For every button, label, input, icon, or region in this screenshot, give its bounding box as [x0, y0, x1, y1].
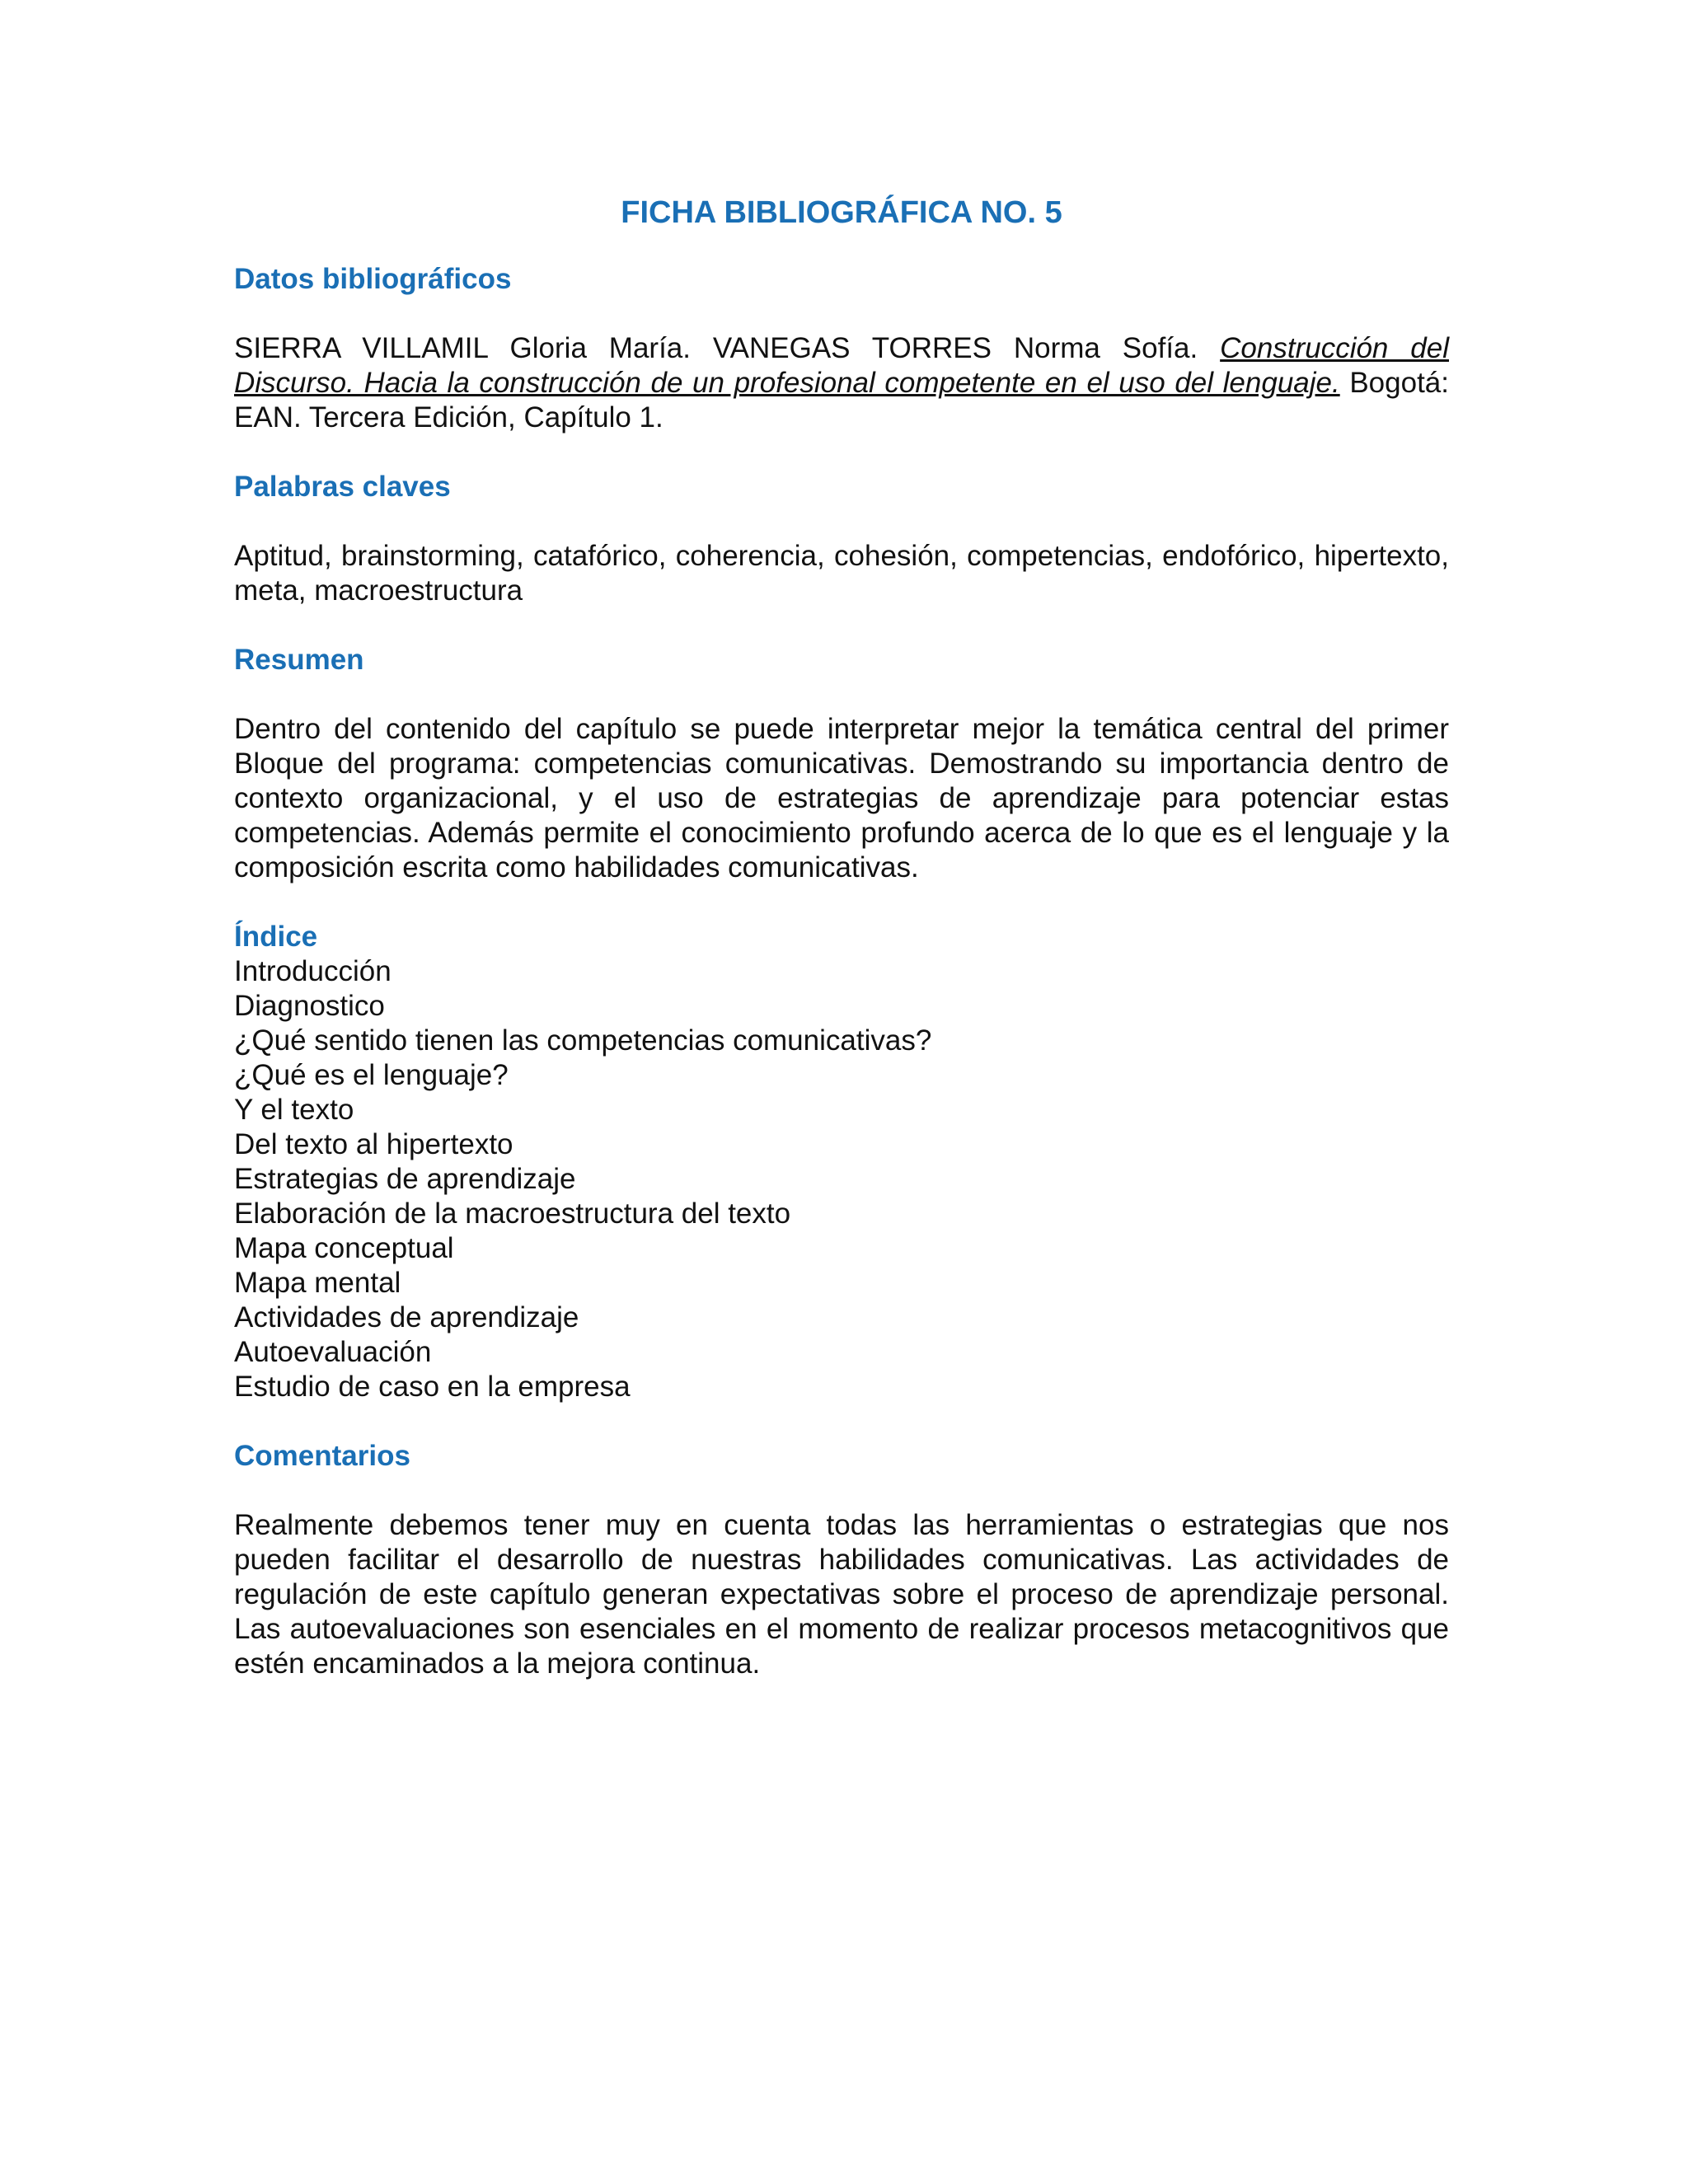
index-list — [234, 954, 1449, 1404]
reference-publication: Bogotá: EAN. Tercera Edición, Capítulo 1. — [234, 367, 1449, 434]
index-item: Del texto al hipertexto — [234, 1128, 513, 1160]
section-heading-comentarios: Comentarios — [234, 1440, 410, 1472]
index-item: Mapa mental — [234, 1267, 401, 1299]
reference-authors: SIERRA VILLAMIL Gloria María. VANEGAS TORRES Norma Sofía. — [234, 332, 1198, 364]
index-item: Actividades de aprendizaje — [234, 1301, 579, 1333]
index-item: Mapa conceptual — [234, 1232, 454, 1264]
document-title: FICHA BIBLIOGRÁFICA NO. 5 — [621, 195, 1062, 230]
section-comentarios — [234, 1439, 1449, 1681]
section-heading-palabras: Palabras claves — [234, 471, 451, 503]
index-item: Introducción — [234, 955, 392, 987]
index-item: ¿Qué es el lenguaje? — [234, 1059, 509, 1091]
index-item: Estrategias de aprendizaje — [234, 1163, 576, 1195]
section-palabras-claves — [234, 470, 1449, 608]
reference-work-title: Construcción del Discurso. Hacia la construcción de un profesional competente en el uso del lenguaje. — [234, 332, 1449, 399]
section-heading-resumen: Resumen — [234, 644, 364, 676]
comments-text: Realmente debemos tener muy en cuenta todas las herramientas o estrategias que nos pueden facilitar el desarrollo de nuestras habilidades comunicativas. Las actividades de regulación de este capítulo generan expectativas sobre el proceso de aprendizaje personal. Las autoevaluaciones son esenciales en el momento de realizar procesos metacognitivos que estén encaminados a la mejora continua. — [234, 1509, 1449, 1680]
bibliographic-reference — [234, 331, 1449, 435]
section-heading-datos: Datos bibliográficos — [234, 263, 512, 295]
section-indice — [234, 920, 1449, 1404]
section-heading-indice: Índice — [234, 921, 318, 953]
index-item: Diagnostico — [234, 990, 385, 1022]
document-page — [234, 191, 1449, 1681]
section-resumen — [234, 643, 1449, 885]
keywords-text: Aptitud, brainstorming, catafórico, coherencia, cohesión, competencias, endofórico, hipertexto, meta, macroestructura — [234, 540, 1449, 607]
index-item: Autoevaluación — [234, 1336, 432, 1368]
summary-text: Dentro del contenido del capítulo se puede interpretar mejor la temática central del primer Bloque del programa: competencias comunicativas. Demostrando su importancia dentro de contexto organizacional, y el uso de estrategias de aprendizaje para potenciar estas competencias. Además permite el conocimiento profundo acerca de lo que es el lenguaje y la composición escrita como habilidades comunicativas. — [234, 713, 1449, 883]
index-item: Y el texto — [234, 1094, 354, 1126]
index-item: Estudio de caso en la empresa — [234, 1371, 631, 1403]
index-item: Elaboración de la macroestructura del texto — [234, 1197, 791, 1230]
section-datos-bibliograficos — [234, 262, 1449, 435]
index-item: ¿Qué sentido tienen las competencias comunicativas? — [234, 1024, 932, 1057]
